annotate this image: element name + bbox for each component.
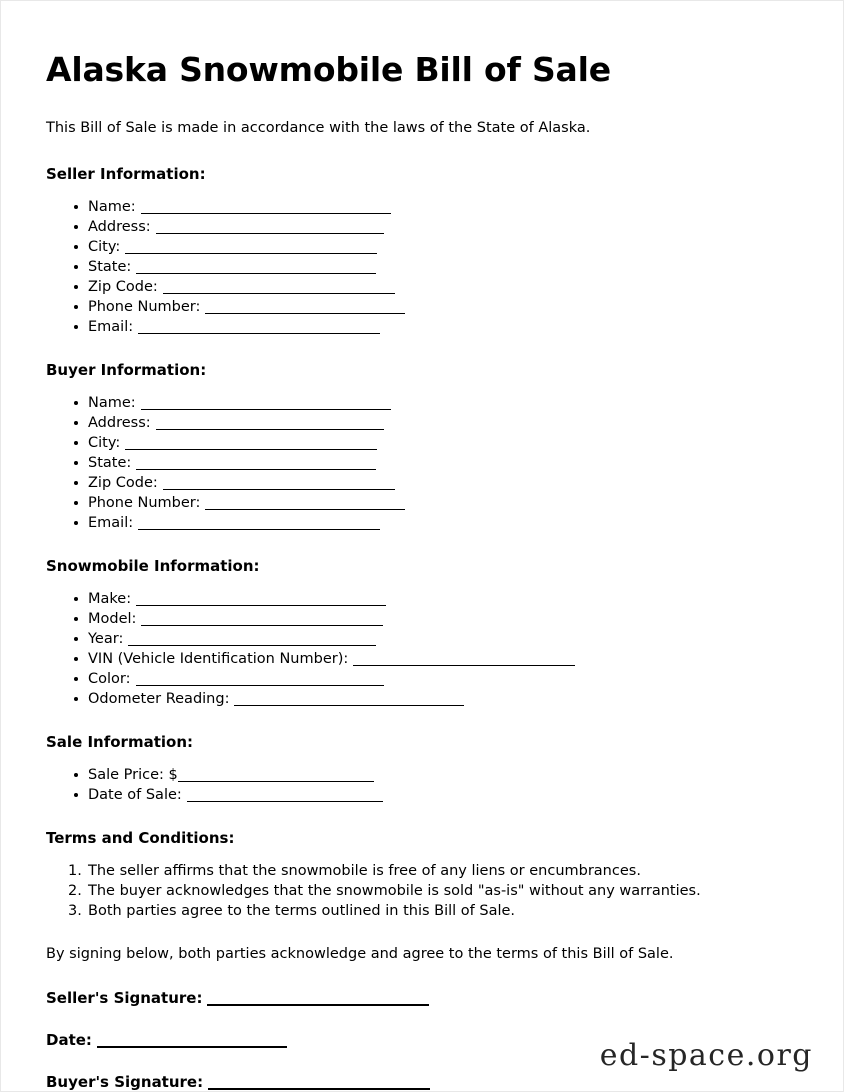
field-label: City: xyxy=(88,238,121,255)
field-label: Year: xyxy=(88,630,124,647)
field-label: City: xyxy=(88,434,121,451)
field-row xyxy=(46,513,813,533)
field-blank-line[interactable] xyxy=(141,200,391,214)
field-label: Color: xyxy=(88,670,131,687)
closing-paragraph: By signing below, both parties acknowledge and agree to the terms of this Bill of Sale. xyxy=(46,945,674,962)
field-blank-line[interactable] xyxy=(141,396,391,410)
intro-paragraph: This Bill of Sale is made in accordance with the laws of the State of Alaska. xyxy=(46,119,591,136)
terms-item: The buyer acknowledges that the snowmobile is sold "as-is" without any warranties. xyxy=(88,882,701,899)
signature-label: Date: xyxy=(46,1031,92,1050)
field-row xyxy=(46,609,813,629)
seller-information-heading: Seller Information: xyxy=(46,164,206,183)
field-row xyxy=(46,257,813,277)
signature-row xyxy=(46,1072,813,1092)
sale-information-fields xyxy=(46,765,813,805)
field-row xyxy=(46,669,813,689)
field-blank-line[interactable] xyxy=(125,240,377,254)
signature-blank-line[interactable] xyxy=(97,1033,287,1048)
field-row xyxy=(46,453,813,473)
snowmobile-information-fields xyxy=(46,589,813,709)
buyer-information-fields xyxy=(46,393,813,533)
signature-row xyxy=(46,988,813,1008)
field-row xyxy=(46,297,813,317)
field-row xyxy=(46,217,813,237)
signature-blank-line[interactable] xyxy=(208,1075,430,1090)
field-label: Make: xyxy=(88,590,132,607)
field-row xyxy=(46,493,813,513)
field-blank-line[interactable] xyxy=(205,496,405,510)
field-label: Model: xyxy=(88,610,137,627)
field-blank-line[interactable] xyxy=(156,220,384,234)
field-row xyxy=(46,197,813,217)
field-label: Name: xyxy=(88,198,136,215)
field-label: Email: xyxy=(88,318,134,335)
field-blank-line[interactable] xyxy=(163,476,395,490)
field-blank-line[interactable] xyxy=(156,416,384,430)
field-label: Address: xyxy=(88,414,151,431)
field-blank-line[interactable] xyxy=(187,788,383,802)
field-row xyxy=(46,317,813,337)
terms-item: The seller affirms that the snowmobile is free of any liens or encumbrances. xyxy=(88,862,641,879)
document-content xyxy=(46,51,813,1092)
field-label: VIN (Vehicle Identification Number): xyxy=(88,650,349,667)
field-row xyxy=(46,277,813,297)
field-row xyxy=(46,689,813,709)
field-blank-line[interactable] xyxy=(128,632,376,646)
field-label: Phone Number: xyxy=(88,494,201,511)
field-blank-line[interactable] xyxy=(125,436,377,450)
field-label: Date of Sale: xyxy=(88,786,182,803)
field-row xyxy=(46,785,813,805)
terms-item: Both parties agree to the terms outlined in this Bill of Sale. xyxy=(88,902,516,919)
field-label: Zip Code: xyxy=(88,278,158,295)
field-blank-line[interactable] xyxy=(205,300,405,314)
field-blank-line[interactable] xyxy=(136,456,376,470)
field-row xyxy=(46,629,813,649)
seller-information-fields xyxy=(46,197,813,337)
field-label: Sale Price: $ xyxy=(88,766,178,783)
field-blank-line[interactable] xyxy=(234,692,464,706)
field-blank-line[interactable] xyxy=(353,652,575,666)
field-row xyxy=(46,765,813,785)
buyer-information-heading: Buyer Information: xyxy=(46,360,207,379)
field-row xyxy=(46,589,813,609)
watermark: ed-space.org xyxy=(599,1038,813,1073)
field-row xyxy=(46,473,813,493)
signature-blank-line[interactable] xyxy=(207,991,429,1006)
field-row xyxy=(46,393,813,413)
page-title: Alaska Snowmobile Bill of Sale xyxy=(46,50,611,89)
field-blank-line[interactable] xyxy=(178,768,374,782)
snowmobile-information-heading: Snowmobile Information: xyxy=(46,556,260,575)
terms-and-conditions-list xyxy=(46,861,813,921)
field-label: Address: xyxy=(88,218,151,235)
field-label: Name: xyxy=(88,394,136,411)
field-blank-line[interactable] xyxy=(136,592,386,606)
field-blank-line[interactable] xyxy=(138,320,380,334)
field-blank-line[interactable] xyxy=(141,612,383,626)
signature-label: Buyer's Signature: xyxy=(46,1073,204,1092)
field-label: Zip Code: xyxy=(88,474,158,491)
terms-and-conditions-heading: Terms and Conditions: xyxy=(46,828,235,847)
signature-label: Seller's Signature: xyxy=(46,989,203,1008)
field-label: State: xyxy=(88,454,132,471)
field-blank-line[interactable] xyxy=(136,672,384,686)
field-label: Email: xyxy=(88,514,134,531)
field-blank-line[interactable] xyxy=(138,516,380,530)
field-blank-line[interactable] xyxy=(163,280,395,294)
sale-information-heading: Sale Information: xyxy=(46,732,193,751)
field-label: Phone Number: xyxy=(88,298,201,315)
field-row xyxy=(46,433,813,453)
field-label: Odometer Reading: xyxy=(88,690,230,707)
field-row xyxy=(46,237,813,257)
field-label: State: xyxy=(88,258,132,275)
field-row xyxy=(46,649,813,669)
field-row xyxy=(46,413,813,433)
field-blank-line[interactable] xyxy=(136,260,376,274)
